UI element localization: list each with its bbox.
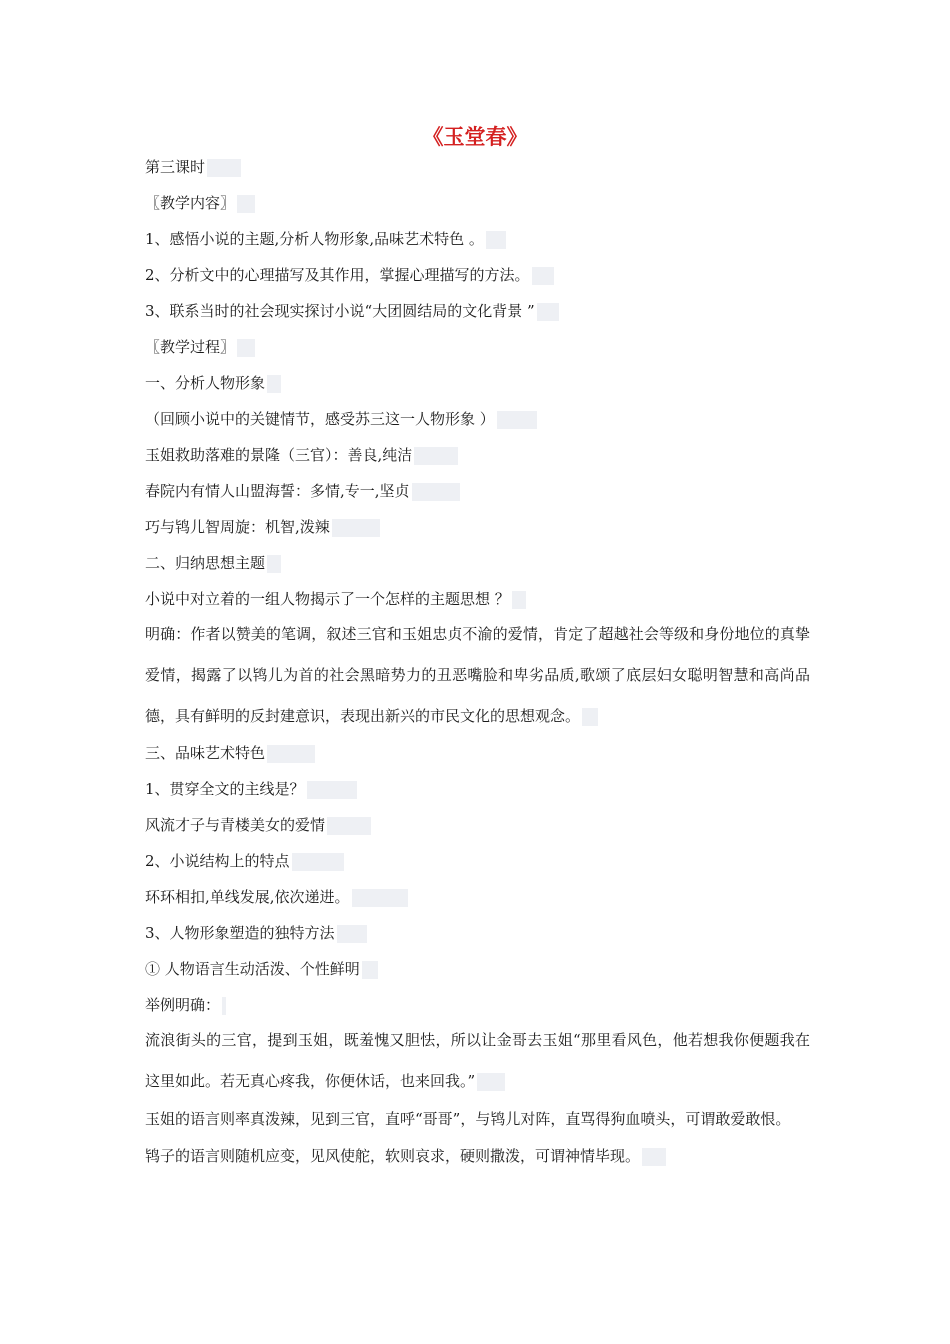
- part2-answer: 明确：作者以赞美的笔调，叙述三官和玉姐忠贞不渝的爱情，肯定了超越社会等级和身份地位的真挚爱情，揭露了以鸨儿为首的社会黑暗势力的丑恶嘴脸和卑劣品质,歌颂了底层妇女聪明智慧和高尚品德，具有鲜明的反封建意识，表现出新兴的市民文化的思想观念。: [145, 625, 810, 725]
- part3-a2: 环环相扣,单线发展,依次递进。: [145, 879, 810, 915]
- part3-q2: 2、小说结构上的特点: [145, 843, 810, 879]
- content-item: 1、感悟小说的主题,分析人物形象,品味艺术特色 。: [145, 221, 810, 257]
- trait-line: 巧与鸨儿智周旋：机智,泼辣: [145, 509, 810, 545]
- example-paragraph: 玉姐的语言则率真泼辣，见到三官，直呼“哥哥”，与鸨儿对阵，直骂得狗血喷头，可谓敢爱敢恨。: [145, 1110, 791, 1128]
- part2-question: 小说中对立着的一组人物揭示了一个怎样的主题思想 ？: [145, 581, 810, 617]
- trait-line: 春院内有情人山盟海誓：多情,专一,坚贞: [145, 473, 810, 509]
- part3-q1: 1、贯穿全文的主线是？: [145, 771, 810, 807]
- part1-heading: 一、分析人物形象: [145, 365, 810, 401]
- example-paragraph: 流浪街头的三官，提到玉姐，既羞愧又胆怯，所以让金哥去玉姐“那里看风色，他若想我你便题我在这里如此。若无真心疼我，你便休话，也来回我。”: [145, 1031, 810, 1090]
- part3-q3: 3、人物形象塑造的独特方法: [145, 915, 810, 951]
- document-body: [145, 149, 810, 1174]
- teaching-process-heading: 〖教学过程〗: [145, 329, 810, 365]
- trait-line: 玉姐救助落难的景隆（三官）：善良,纯洁: [145, 437, 810, 473]
- part1-intro: （回顾小说中的关键情节，感受苏三这一人物形象 ）: [145, 401, 810, 437]
- part3-heading: 三、品味艺术特色: [145, 735, 810, 771]
- part3-sub1: ① 人物语言生动活泼、个性鲜明: [145, 951, 810, 987]
- example-paragraph: 鸨子的语言则随机应变，见风使舵，软则哀求，硬则撒泼，可谓神情毕现。: [145, 1138, 810, 1174]
- example-label: 举例明确：: [145, 987, 810, 1023]
- part3-a1: 风流才子与青楼美女的爱情: [145, 807, 810, 843]
- content-item: 3、联系当时的社会现实探讨小说“大团圆结局的文化背景 ”: [145, 293, 810, 329]
- document-title: 《玉堂春》: [422, 124, 528, 149]
- content-item: 2、分析文中的心理描写及其作用，掌握心理描写的方法。: [145, 257, 810, 293]
- lesson-label: 第三课时: [145, 149, 810, 185]
- teaching-content-heading: 〖教学内容〗: [145, 185, 810, 221]
- part2-heading: 二、归纳思想主题: [145, 545, 810, 581]
